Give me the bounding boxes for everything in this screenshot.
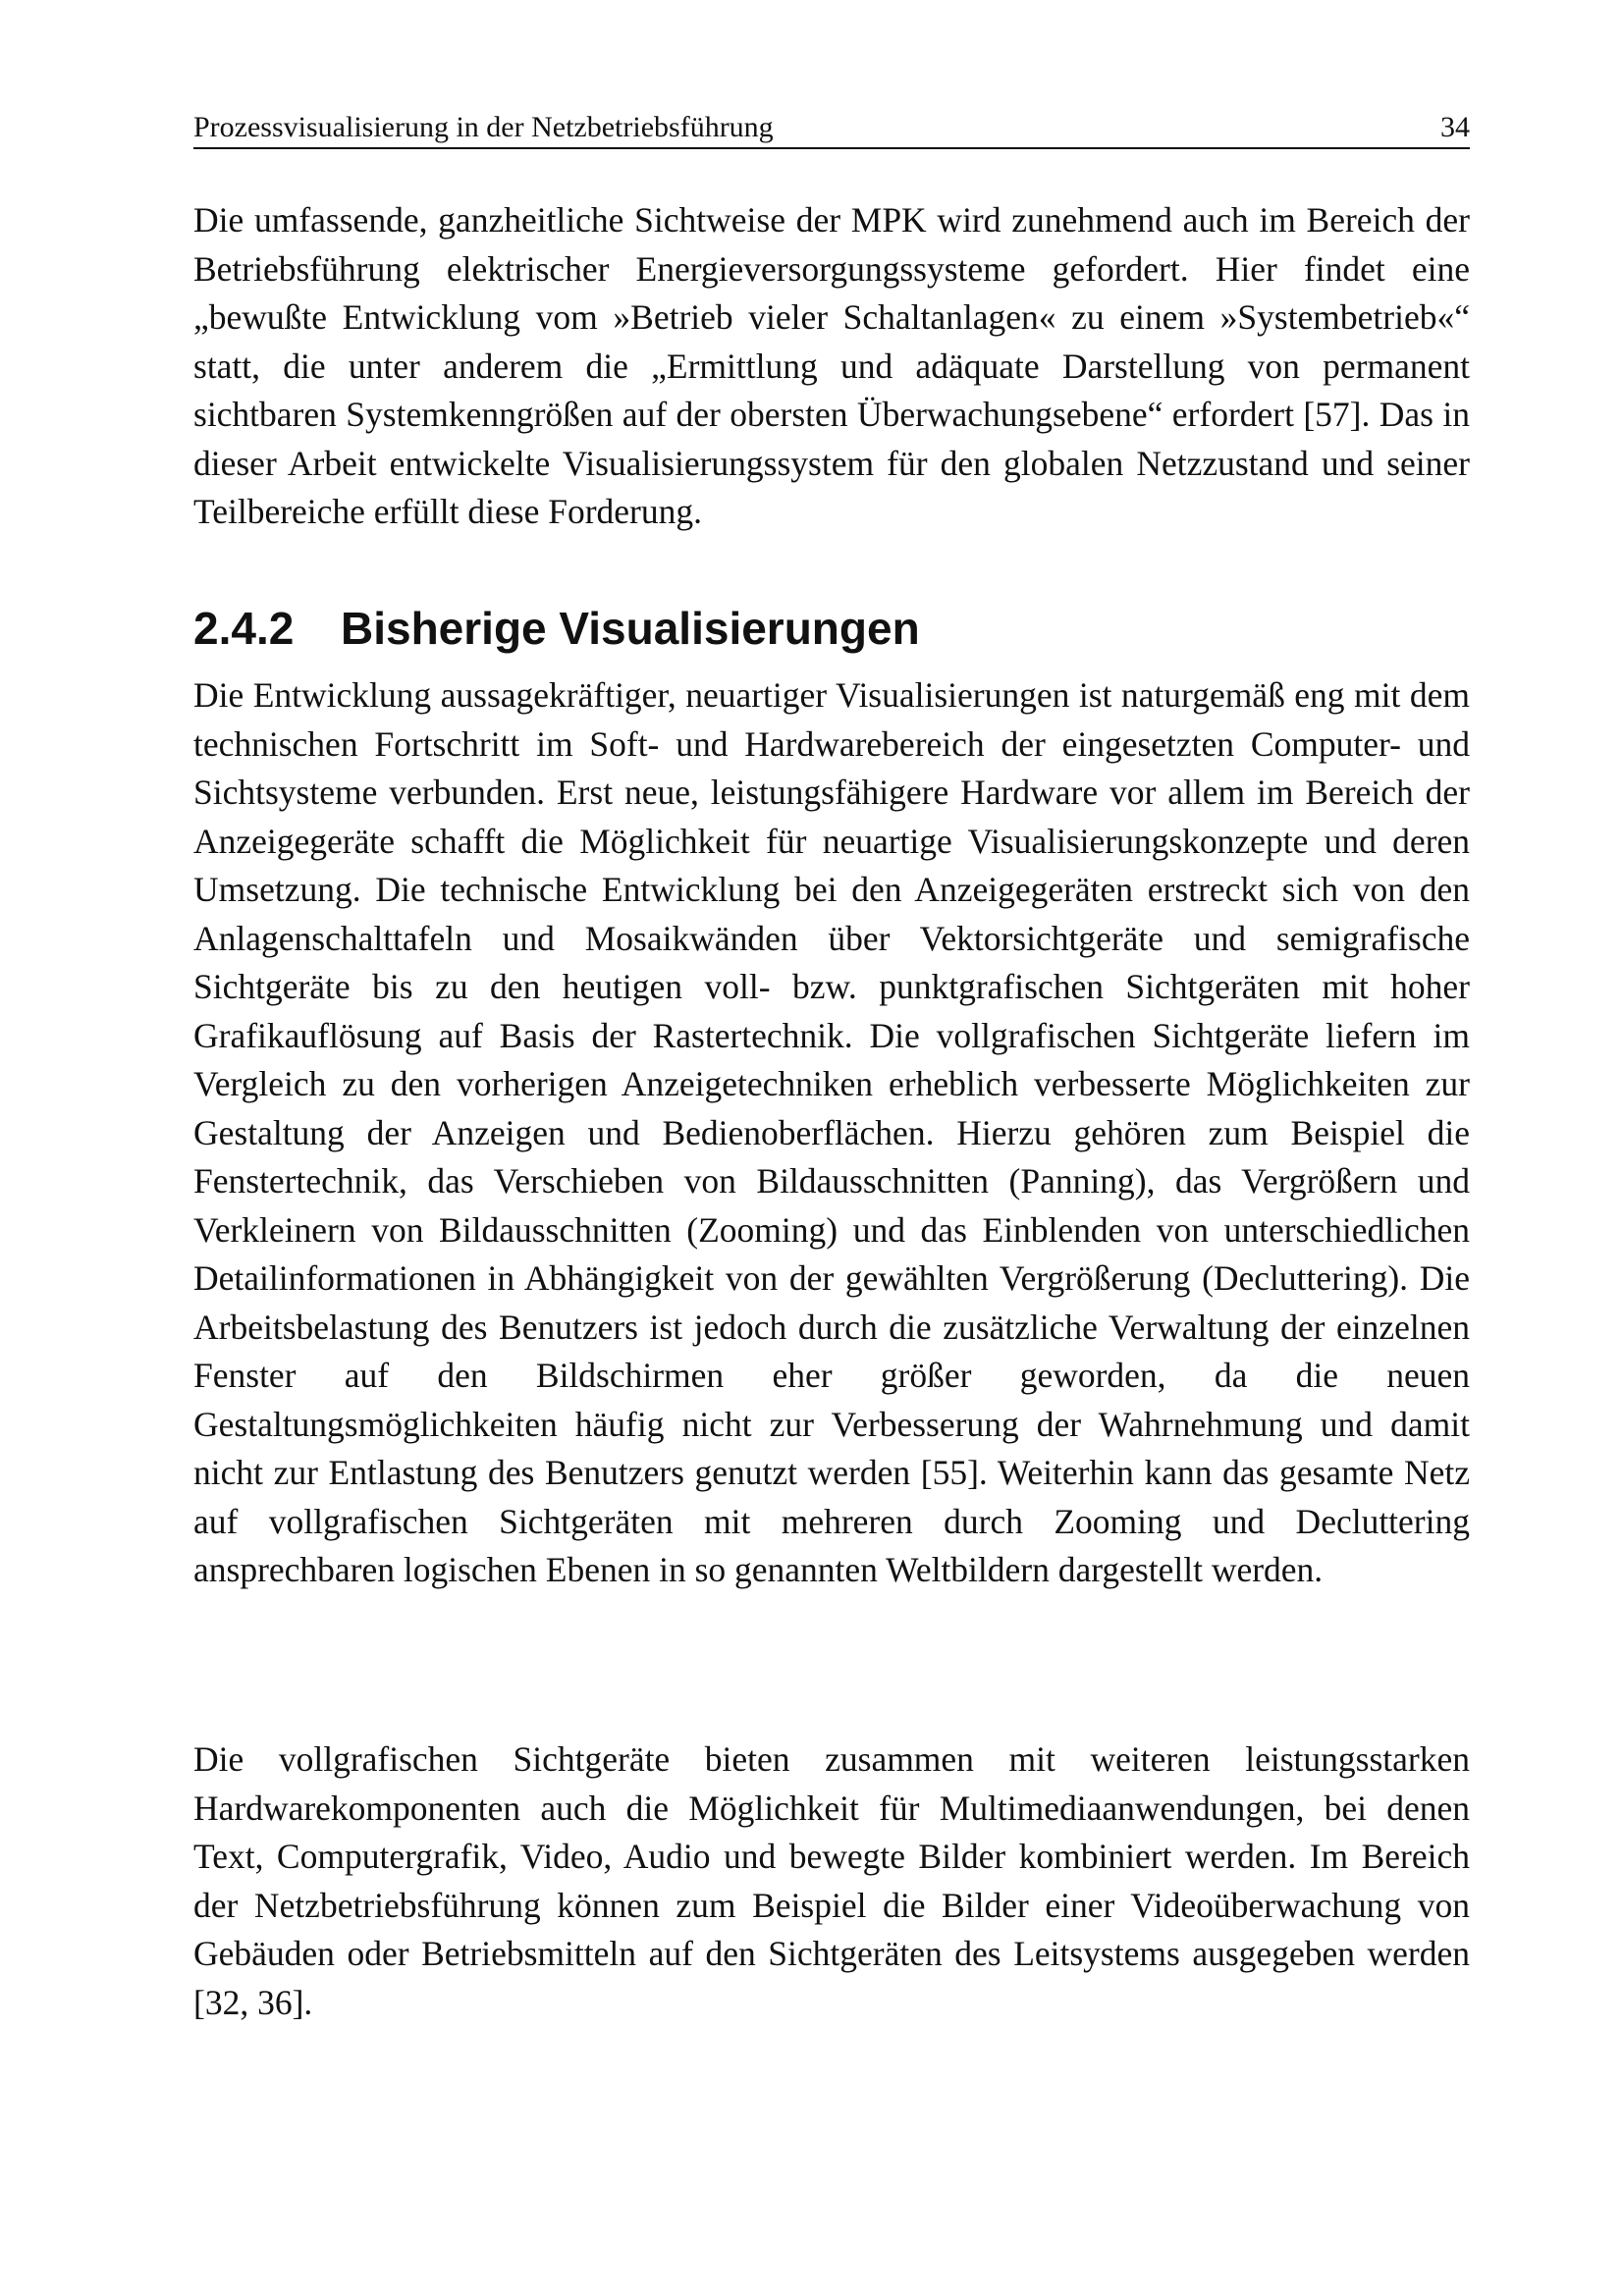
intro-paragraph: Die umfassende, ganzheitliche Sichtweise der MPK wird zunehmend auch im Bereich der Betriebsführung elektrischer Energieversorgungssysteme gefordert. Hier findet eine „bewußte Entwicklung vom »Betrieb vieler Schaltanlagen« zu einem »Systembetrieb«“ statt, die unter anderem die „Ermittlung und adäquate Darstellung von permanent sichtbaren Systemkenngrößen auf der obersten Überwachungsebene“ erfordert [57]. Das in dieser Arbeit entwickelte Visualisierungssystem für den globalen Netzzustand und seiner Teilbereiche erfüllt diese Forderung. bbox=[193, 200, 1470, 531]
page-number: 34 bbox=[1440, 111, 1470, 143]
section-number: 2.4.2 bbox=[193, 603, 295, 654]
running-header bbox=[193, 106, 1470, 149]
section-paragraph-2: Die vollgrafischen Sichtgeräte bieten zusammen mit weiteren leistungsstarken Hardwarekomponenten auch die Möglichkeit für Multimediaanwendungen, bei denen Text, Computergrafik, Video, Audio und bewegte Bilder kombiniert werden. Im Bereich der Netzbetriebsführung können zum Beispiel die Bilder einer Videoüberwachung von Gebäuden oder Betriebsmitteln auf den Sichtgeräten des Leitsystems ausgegeben werden [32, 36]. bbox=[193, 1739, 1470, 2022]
intro-paragraph-block bbox=[193, 196, 1470, 537]
section-paragraph-2-block bbox=[193, 1735, 1470, 2027]
section-paragraph-1: Die Entwicklung aussagekräftiger, neuartiger Visualisierungen ist naturgemäß eng mit dem technischen Fortschritt im Soft- und Hardwarebereich der eingesetzten Computer- und Sichtsysteme verbunden. Erst neue, leistungsfähigere Hardware vor allem im Bereich der Anzeigegeräte schafft die Möglichkeit für neuartige Visualisierungskonzepte und deren Umsetzung. Die technische Entwicklung bei den Anzeigegeräten erstreckt sich von den Anlagenschalttafeln und Mosaikwänden über Vektorsichtgeräte und semigrafische Sichtgeräte bis zu den heutigen voll- bzw. punktgrafischen Sichtgeräten mit hoher Grafikauflösung auf Basis der Rastertechnik. Die vollgrafischen Sichtgeräte liefern im Vergleich zu den vorherigen Anzeigetechniken erheblich verbesserte Möglichkeiten zur Gestaltung der Anzeigen und Bedienoberflächen. Hierzu gehören zum Beispiel die Fenstertechnik, das Verschieben von Bildausschnitten (Panning), das Vergrößern und Verkleinern von Bildausschnitten (Zooming) und das Einblenden von unterschiedlichen Detailinformationen in Abhängigkeit von der gewählten Vergrößerung (Decluttering). Die Arbeitsbelastung des Benutzers ist jedoch durch die zusätzliche Verwaltung der einzelnen Fenster auf den Bildschirmen eher größer geworden, da die neuen Gestaltungsmöglichkeiten häufig nicht zur Verbesserung der Wahrnehmung und damit nicht zur Entlastung des Benutzers genutzt werden [55]. Weiterhin kann das gesamte Netz auf vollgrafischen Sichtgeräten mit mehreren durch Zooming und Decluttering ansprechbaren logischen Ebenen in so genannten Weltbildern dargestellt werden. bbox=[193, 675, 1470, 1589]
running-title: Prozessvisualisierung in der Netzbetriebsführung bbox=[193, 111, 774, 143]
section-title: Bisherige Visualisierungen bbox=[341, 603, 920, 654]
section-heading bbox=[193, 599, 1470, 658]
section-paragraph-1-block bbox=[193, 671, 1470, 1595]
